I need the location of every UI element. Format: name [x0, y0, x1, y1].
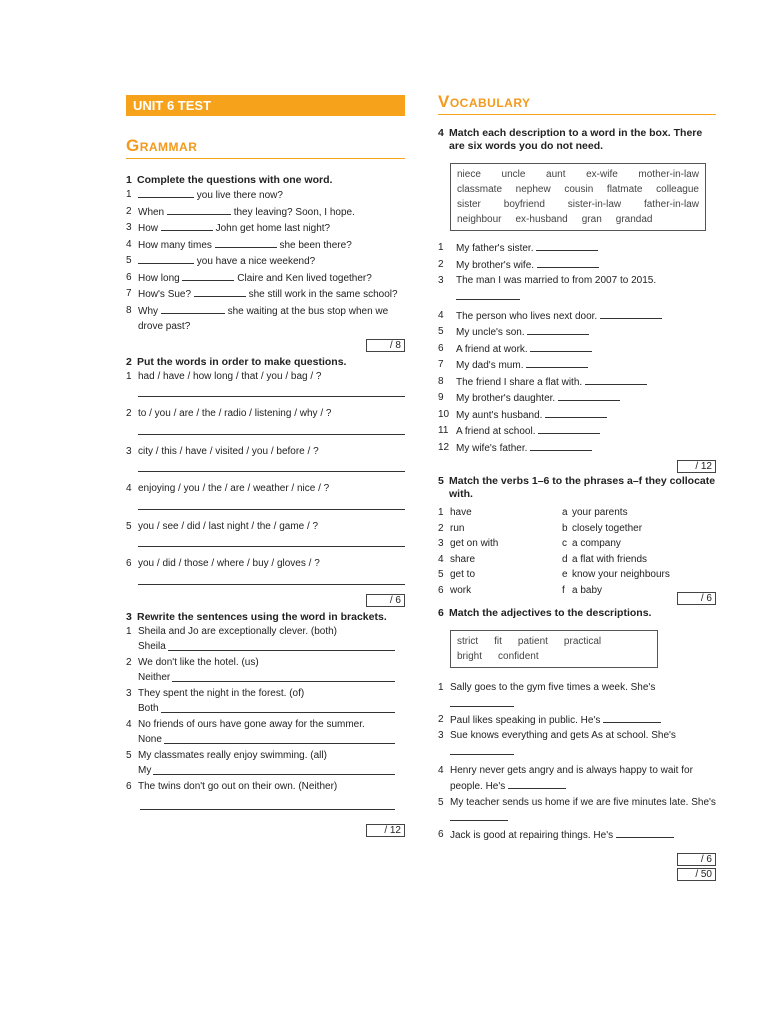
answer-blank[interactable] [537, 257, 599, 268]
answer-blank[interactable] [508, 778, 566, 789]
task-1-items [126, 187, 405, 335]
question-item: 3 Sue knows everything and gets As at school. She's [438, 730, 676, 741]
answer-blank[interactable] [450, 810, 508, 821]
question-item: 3 They spent the night in the forest. (of) [126, 687, 305, 699]
task-5-instruction: 5 Match the verbs 1–6 to the phrases a–f they collocate with. [438, 475, 716, 500]
verb-item: 5 get to [438, 569, 476, 580]
question-item: 6 Jack is good at repairing things. He's [438, 827, 716, 844]
question-item: 2 When they leaving? Soon, I hope. [126, 205, 355, 218]
phrases-column [562, 505, 670, 598]
answer-blank[interactable] [545, 407, 607, 418]
vocabulary-heading: Vocabulary [438, 92, 716, 115]
answer-blank[interactable] [138, 253, 194, 264]
question-item: 5 My teacher sends us home if we are five minutes late. She's [438, 795, 716, 827]
question-item: 5 you / see / did / last night / the / game / ? [126, 520, 319, 532]
task-3-items [126, 624, 405, 811]
task-6-word-box: strict fit patient practical bright confident [450, 630, 658, 668]
final-scores [438, 853, 716, 881]
task-2-items [126, 369, 405, 585]
question-item: 7 How's Sue? she still work in the same school? [126, 288, 398, 300]
answer-blank[interactable] [138, 187, 194, 198]
answer-blank[interactable] [530, 341, 592, 352]
task-6-instruction: 6 Match the adjectives to the descriptions. [438, 607, 652, 619]
answer-blank[interactable] [194, 286, 246, 297]
question-item: 11 A friend at school. [438, 423, 716, 440]
answer-line[interactable] [450, 696, 514, 707]
answer-line[interactable] [138, 499, 405, 510]
rewrite-answer[interactable]: My [138, 763, 405, 779]
question-item: 8 Why she waiting at the bus stop when we drove past? [126, 304, 389, 332]
answer-line[interactable] [450, 744, 514, 755]
question-item: 3 How John get home last night? [126, 222, 331, 234]
question-item: 9 My brother's daughter. [438, 390, 716, 407]
answer-blank[interactable] [526, 357, 588, 368]
task-3-instruction: 3 Rewrite the sentences using the word in brackets. [126, 610, 387, 623]
question-item: 2 We don't like the hotel. (us) [126, 656, 259, 668]
question-item: 2 Paul likes speaking in public. He's [438, 712, 716, 729]
question-item: 12 My wife's father. [438, 440, 716, 457]
answer-line[interactable] [138, 424, 405, 435]
phrase-item: e know your neighbours [562, 569, 670, 580]
rewrite-answer[interactable]: Sheila [138, 639, 405, 655]
question-item: 6 A friend at work. [438, 341, 716, 358]
question-item: 6 How long Claire and Ken lived together? [126, 271, 372, 284]
rewrite-answer[interactable]: None [138, 732, 405, 748]
answer-blank[interactable] [161, 303, 225, 314]
question-item: 3 city / this / have / visited / you / before / ? [126, 445, 319, 457]
left-column [126, 92, 405, 839]
task-1-score: / 8 [126, 339, 405, 352]
question-item: 4 The person who lives next door. [438, 308, 716, 325]
answer-line[interactable] [138, 461, 405, 472]
question-item: 4 No friends of ours have gone away for the summer. [126, 718, 365, 730]
task-4-instruction: 4 Match each description to a word in the box. There are six words you do not need. [438, 127, 703, 152]
question-item: 10 My aunt's husband. [438, 407, 716, 424]
question-item: 5 My uncle's son. [438, 324, 716, 341]
question-item: 4 enjoying / you / the / are / weather / nice / ? [126, 483, 330, 494]
answer-blank[interactable] [600, 308, 662, 319]
answer-line[interactable] [138, 386, 405, 397]
question-item: 6 The twins don't go out on their own. (Neither) [126, 780, 338, 792]
question-item: 4 Henry never gets angry and is always happy to wait for people. He's [438, 764, 693, 792]
answer-line[interactable] [138, 536, 405, 547]
task-6-score: / 6 [677, 853, 716, 866]
question-item: 2 My brother's wife. [438, 257, 716, 274]
unit-title-banner: UNIT 6 TEST [126, 95, 405, 116]
answer-blank[interactable] [530, 440, 592, 451]
question-item: 8 The friend I share a flat with. [438, 374, 716, 391]
answer-blank[interactable] [161, 220, 213, 231]
phrase-item: f a baby [562, 584, 603, 596]
answer-blank[interactable] [585, 374, 647, 385]
question-item: 5 My classmates really enjoy swimming. (all) [126, 749, 327, 761]
task-4-word-box: niece uncle aunt ex-wife mother-in-law classmate nephew cousin flatmate colleague sister boyfriend sister-in-law father-in-law neighbour ex-husband gran grandad [450, 163, 706, 231]
answer-blank[interactable] [215, 237, 277, 248]
task-5-matching [438, 505, 716, 598]
answer-blank[interactable] [603, 712, 661, 723]
question-item: 1 had / have / how long / that / you / bag / ? [126, 370, 322, 382]
answer-blank[interactable] [527, 324, 589, 335]
verb-item: 2 run [438, 522, 465, 534]
rewrite-answer[interactable]: Neither [138, 670, 405, 686]
answer-blank[interactable] [538, 423, 600, 434]
question-item: 2 to / you / are / the / radio / listening / why / ? [126, 408, 332, 419]
verbs-column [438, 505, 562, 598]
question-item: 3 The man I was married to from 2007 to 2015. [438, 275, 657, 286]
verb-item: 3 get on with [438, 538, 499, 549]
task-4-items [438, 240, 716, 456]
question-item: 6 you / did / those / where / buy / gloves / ? [126, 558, 320, 569]
task-6-items [438, 680, 716, 843]
answer-blank[interactable] [536, 240, 598, 251]
rewrite-answer[interactable]: Both [138, 701, 405, 717]
task-4-score: / 12 [438, 460, 716, 473]
question-item: 1 Sheila and Jo are exceptionally clever. (both) [126, 625, 338, 637]
total-score: / 50 [677, 868, 716, 881]
task-2-instruction: 2 Put the words in order to make questions. [126, 355, 347, 368]
phrase-item: a your parents [562, 507, 628, 518]
task-5-score: / 6 [438, 592, 716, 605]
task-3-score: / 12 [126, 824, 405, 837]
task-2-score: / 6 [126, 594, 405, 607]
question-item: 1 you live there now? [126, 189, 283, 201]
rewrite-answer[interactable] [138, 798, 405, 810]
verb-item: 1 have [438, 507, 472, 518]
question-item: 1 Sally goes to the gym five times a week. She's [438, 682, 656, 693]
verb-item: 4 share [438, 553, 476, 565]
task-1-instruction: 1 Complete the questions with one word. [126, 174, 333, 186]
verb-item: 6 work [438, 584, 472, 596]
answer-blank[interactable] [182, 270, 234, 281]
answer-blank[interactable] [167, 204, 231, 215]
answer-blank[interactable] [616, 827, 674, 838]
question-item: 5 you have a nice weekend? [126, 255, 316, 267]
phrase-item: d a flat with friends [562, 553, 648, 565]
phrase-item: c a company [562, 538, 621, 549]
answer-line[interactable] [456, 289, 520, 300]
grammar-heading: Grammar [126, 136, 405, 159]
question-item: 1 My father's sister. [438, 240, 716, 257]
right-column [438, 92, 716, 883]
answer-line[interactable] [138, 574, 405, 585]
answer-blank[interactable] [558, 390, 620, 401]
phrase-item: b closely together [562, 522, 643, 534]
question-item: 4 How many times she been there? [126, 238, 352, 251]
question-item: 7 My dad's mum. [438, 357, 716, 374]
